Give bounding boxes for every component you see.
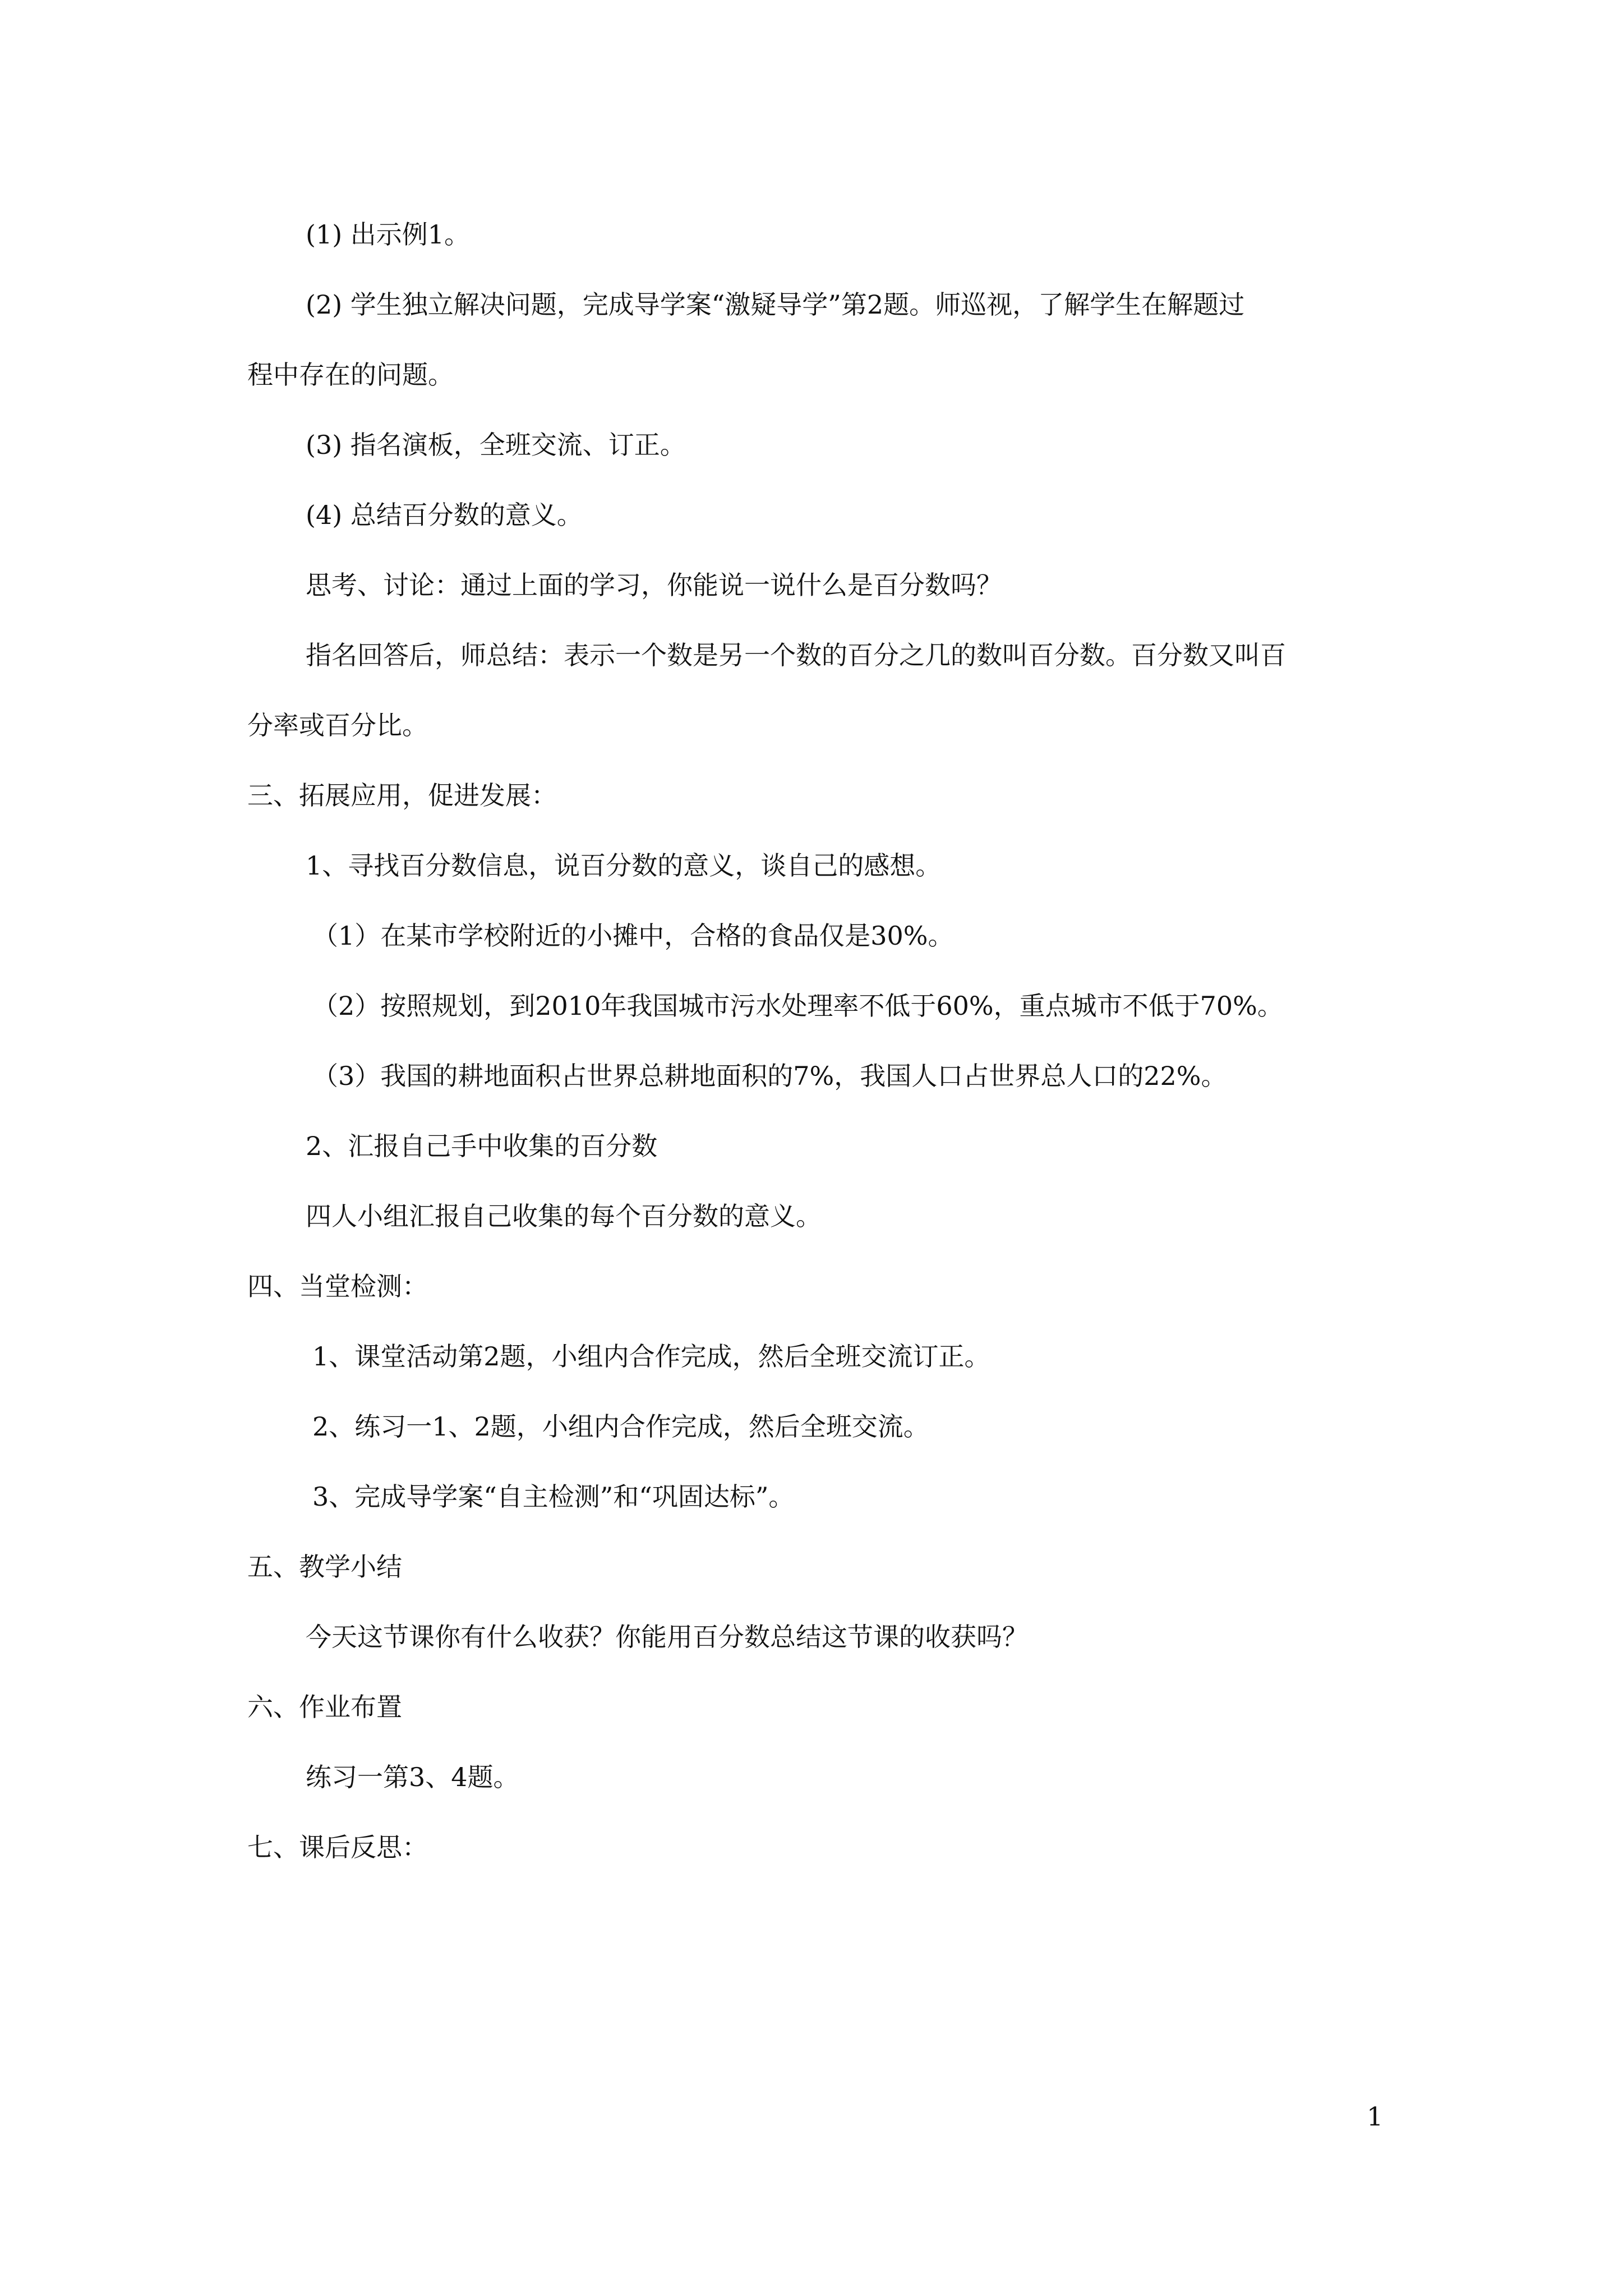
text-line: 指名回答后，师总结：表示一个数是另一个数的百分之几的数叫百分数。百分数又叫百 — [306, 640, 1286, 670]
section-heading: 五、教学小结 — [247, 1552, 402, 1582]
section-heading: 七、课后反思： — [247, 1832, 428, 1862]
text-line: 今天这节课你有什么收获？你能用百分数总结这节课的收获吗？ — [306, 1622, 1028, 1652]
text-line: 1、课堂活动第2题，小组内合作完成，然后全班交流订正。 — [312, 1341, 990, 1372]
text-line: （1）在某市学校附近的小摊中，合格的食品仅是30%。 — [312, 921, 954, 951]
text-line: (3) 指名演板，全班交流、订正。 — [306, 430, 686, 460]
section-heading: 三、拓展应用，促进发展： — [247, 780, 557, 811]
text-line: 程中存在的问题。 — [247, 360, 454, 390]
text-line: 1、寻找百分数信息，说百分数的意义，谈自己的感想。 — [306, 850, 942, 881]
text-line: （2）按照规划，到2010年我国城市污水处理率不低于60%，重点城市不低于70%。 — [312, 991, 1283, 1021]
text-line: (2) 学生独立解决问题，完成导学案“激疑导学”第2题。师巡视，了解学生在解题过 — [306, 289, 1245, 320]
text-line: 思考、讨论：通过上面的学习，你能说一说什么是百分数吗？ — [306, 570, 1002, 600]
section-heading: 六、作业布置 — [247, 1692, 402, 1722]
text-line: （3）我国的耕地面积占世界总耕地面积的7%，我国人口占世界总人口的22%。 — [312, 1061, 1227, 1091]
text-line: 四人小组汇报自己收集的每个百分数的意义。 — [306, 1201, 822, 1231]
section-heading: 四、当堂检测： — [247, 1271, 428, 1301]
text-line: (1) 出示例1。 — [306, 219, 471, 250]
text-line: 分率或百分比。 — [247, 710, 428, 740]
text-line: 练习一第3、4题。 — [306, 1762, 519, 1792]
text-line: 2、汇报自己手中收集的百分数 — [306, 1131, 658, 1161]
page-number: 1 — [1367, 2101, 1384, 2132]
text-line: 3、完成导学案“自主检测”和“巩固达标”。 — [312, 1481, 795, 1512]
text-line: 2、练习一1、2题，小组内合作完成，然后全班交流。 — [312, 1411, 929, 1442]
text-line: (4) 总结百分数的意义。 — [306, 500, 583, 530]
